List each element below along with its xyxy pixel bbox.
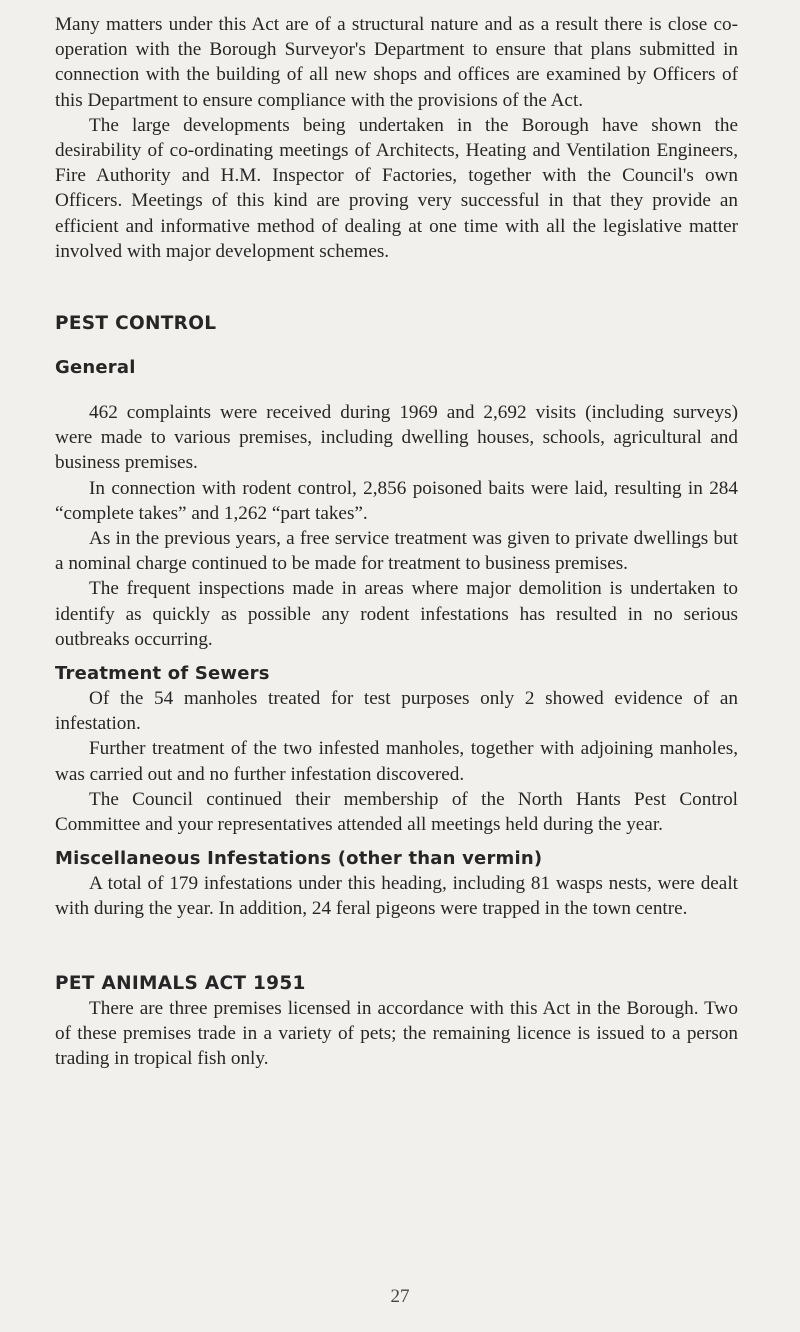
document-page: [55, 12, 738, 1071]
general-paragraph-3: As in the previous years, a free service treatment was given to private dwellings but a nominal charge continued to be made for treatment to business premises.: [55, 528, 738, 575]
misc-infestations-heading: Miscellaneous Infestations (other than vermin): [55, 848, 543, 870]
intro-paragraph-2: The large developments being undertaken in the Borough have shown the desirability of co-ordinating meetings of Architects, Heating and Ventilation Engineers, Fire Authority and H.M. Inspector of Factories, together with the Council's own Officers. Meetings of this kind are proving very successful in that they provide an efficient and informative method of dealing at one time with all the legislative matter involved with major development schemes.: [55, 114, 738, 262]
misc-paragraph-1: A total of 179 infestations under this heading, including 81 wasps nests, were dealt with during the year. In addition, 24 feral pigeons were trapped in the town centre.: [55, 873, 738, 920]
pest-control-heading: PEST CONTROL: [55, 313, 217, 335]
general-paragraph-2: In connection with rodent control, 2,856 poisoned baits were laid, resulting in 284 “complete takes” and 1,262 “part takes”.: [55, 477, 738, 524]
sewers-paragraph-3: The Council continued their membership of the North Hants Pest Control Committee and your representatives attended all meetings held during the year.: [55, 788, 738, 836]
general-paragraph-4: The frequent inspections made in areas where major demolition is undertaken to identify as quickly as possible any rodent infestations has resulted in no serious outbreaks occurring.: [55, 578, 738, 650]
pet-animals-paragraph-1: There are three premises licensed in accordance with this Act in the Borough. Two of these premises trade in a variety of pets; the remaining licence is issued to a person trading in tropical fish only.: [55, 997, 738, 1070]
intro-paragraph-1: Many matters under this Act are of a structural nature and as a result there is close co-operation with the Borough Surveyor's Department to ensure that plans submitted in connection with the building of all new shops and offices are examined by Officers of this Department to ensure compliance with the provisions of the Act.: [55, 14, 738, 111]
general-heading: General: [55, 357, 136, 379]
page-number: 27: [390, 1286, 410, 1307]
sewers-paragraph-1: Of the 54 manholes treated for test purposes only 2 showed evidence of an infestation.: [55, 688, 738, 735]
general-paragraph-1: 462 complaints were received during 1969 and 2,692 visits (including surveys) were made to various premises, including dwelling houses, schools, agricultural and business premises.: [55, 402, 738, 474]
pet-animals-heading: PET ANIMALS ACT 1951: [55, 972, 306, 994]
sewers-paragraph-2: Further treatment of the two infested manholes, together with adjoining manholes, was carried out and no further infestation discovered.: [55, 738, 738, 785]
sewers-heading: Treatment of Sewers: [55, 663, 270, 685]
